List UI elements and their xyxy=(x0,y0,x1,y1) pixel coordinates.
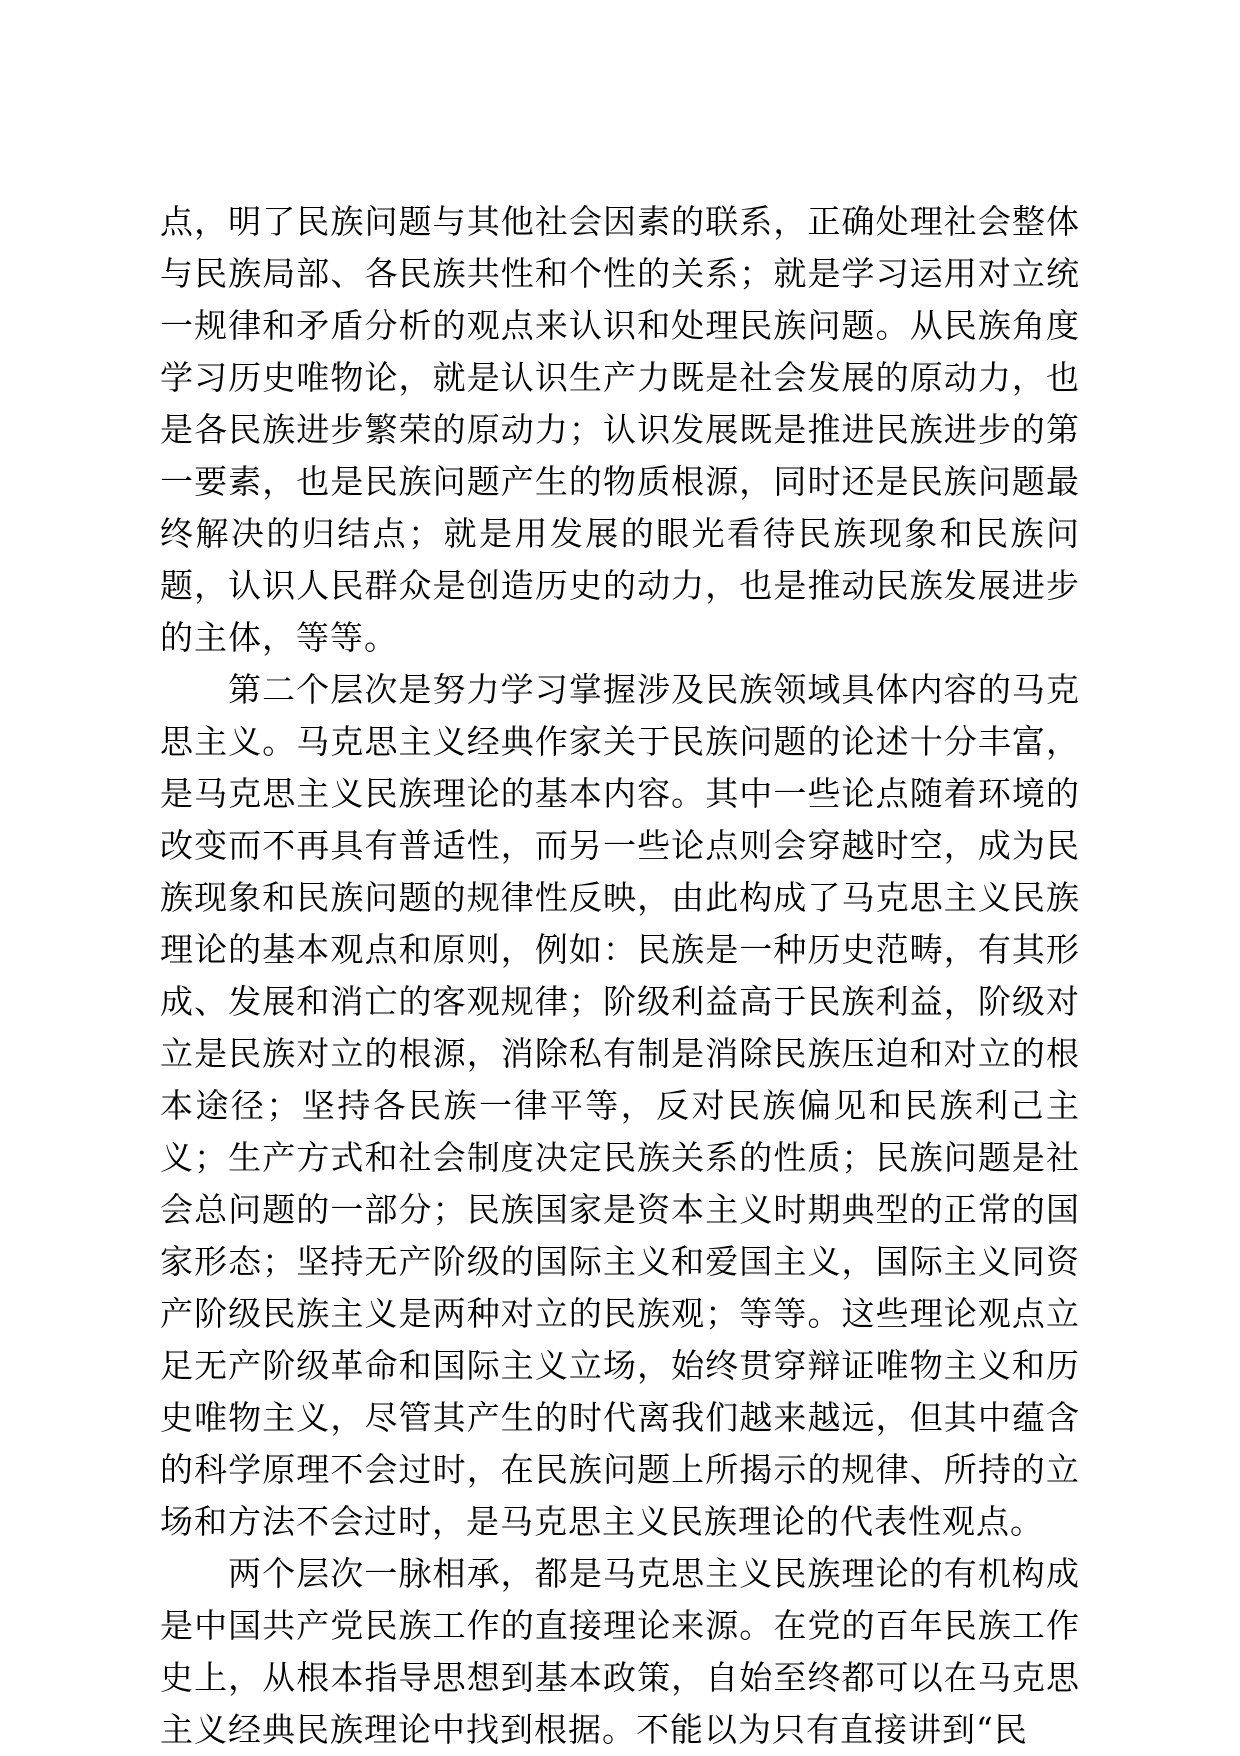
body-text xyxy=(160,196,1080,1756)
paragraph-second-level: 第二个层次是努力学习掌握涉及民族领域具体内容的马克思主义。马克思主义经典作家关于民族问题的论述十分丰富，是马克思主义民族理论的基本内容。其中一些论点随着环境的改变而不再具有普适性，而另一些论点则会穿越时空，成为民族现象和民族问题的规律性反映，由此构成了马克思主义民族理论的基本观点和原则，例如：民族是一种历史范畴，有其形成、发展和消亡的客观规律；阶级利益高于民族利益，阶级对立是民族对立的根源，消除私有制是消除民族压迫和对立的根本途径；坚持各民族一律平等，反对民族偏见和民族利己主义；生产方式和社会制度决定民族关系的性质；民族问题是社会总问题的一部分；民族国家是资本主义时期典型的正常的国家形态；坚持无产阶级的国际主义和爱国主义，国际主义同资产阶级民族主义是两种对立的民族观；等等。这些理论观点立足无产阶级革命和国际主义立场，始终贯穿辩证唯物主义和历史唯物主义，尽管其产生的时代离我们越来越远，但其中蕴含的科学原理不会过时，在民族问题上所揭示的规律、所持的立场和方法不会过时，是马克思主义民族理论的代表性观点。 xyxy=(160,670,1080,1541)
paragraph-continued: 点，明了民族问题与其他社会因素的联系，正确处理社会整体与民族局部、各民族共性和个性的关系；就是学习运用对立统一规律和矛盾分析的观点来认识和处理民族问题。从民族角度学习历史唯物论，就是认识生产力既是社会发展的原动力，也是各民族进步繁荣的原动力；认识发展既是推进民族进步的第一要素，也是民族问题产生的物质根源，同时还是民族问题最终解决的归结点；就是用发展的眼光看待民族现象和民族问题，认识人民群众是创造历史的动力，也是推动民族发展进步的主体，等等。 xyxy=(160,202,1080,657)
paragraph-two-levels: 两个层次一脉相承，都是马克思主义民族理论的有机构成是中国共产党民族工作的直接理论来源。在党的百年民族工作史上，从根本指导思想到基本政策，自始至终都可以在马克思主义经典民族理论中找到根据。不能以为只有直接讲到“民 xyxy=(160,1554,1080,1749)
